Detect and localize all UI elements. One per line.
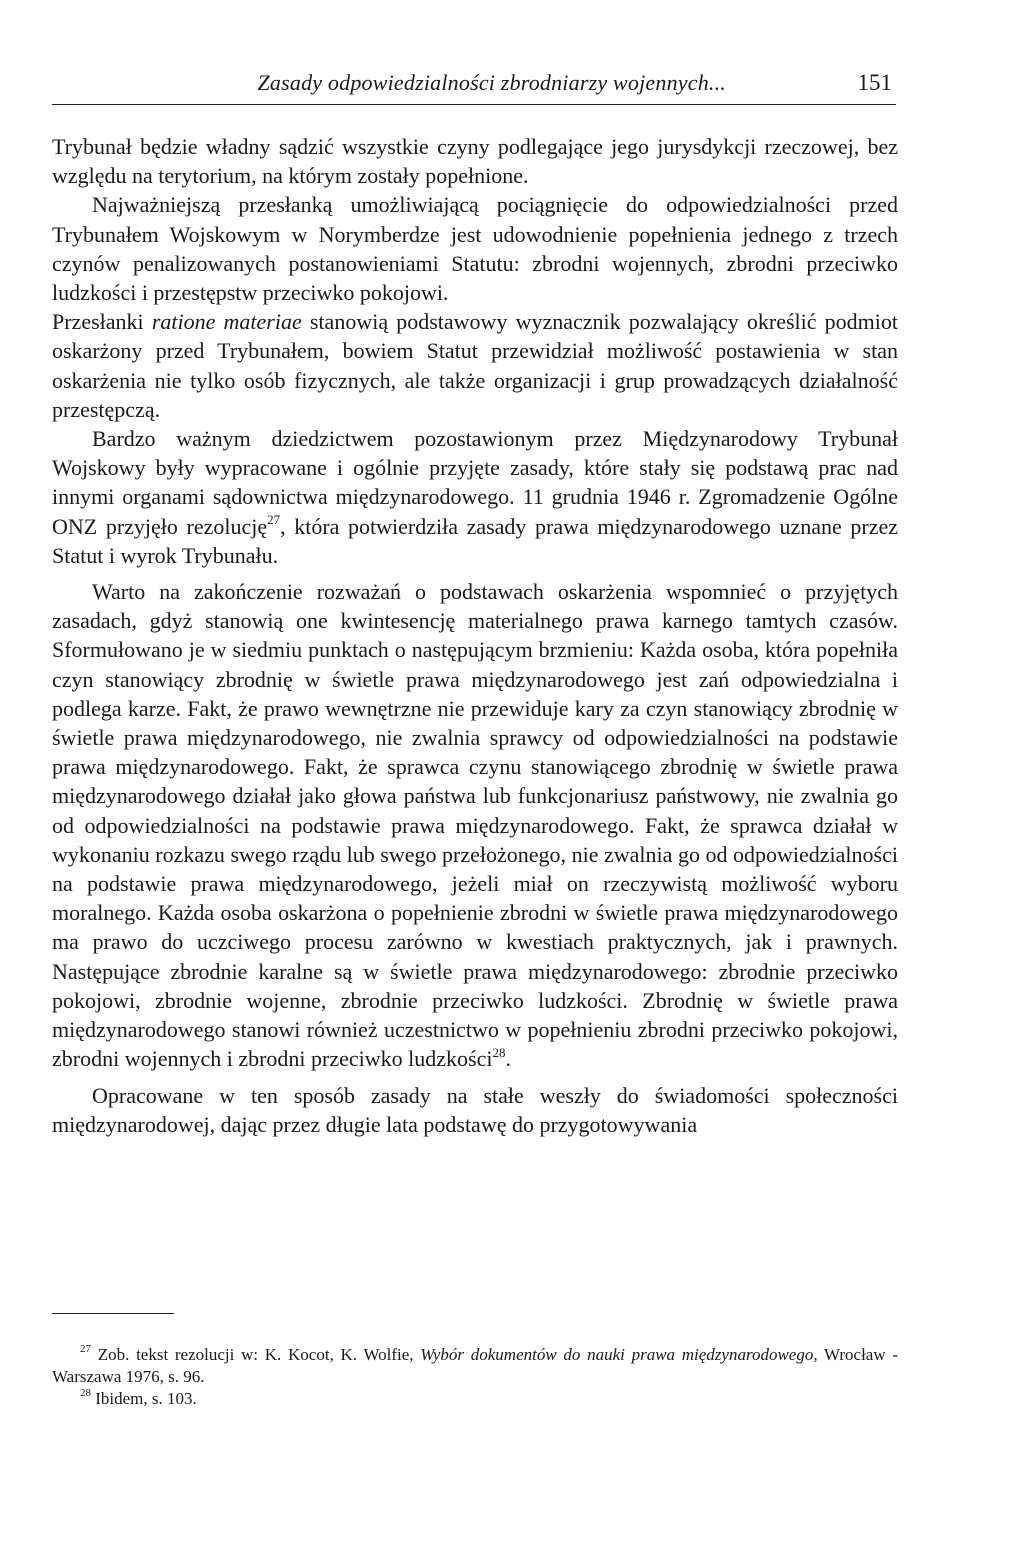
paragraph-1: Trybunał będzie władny sądzić wszystkie czyny podlegające jego jurysdykcji rzeczowej, bez względu na terytorium, na którym zostały popełnione. <box>52 134 898 189</box>
paragraph-4-start: Bardzo ważnym dziedzictwem pozostawionym przez Międzynarodowy Trybunał Wojskowy były wypracowane i ogólnie przyjęte zasady, które stały się podstawą prac nad innymi organami sądownictwa międzynarodowego. 11 grudnia 1946 r. Zgromadzenie Ogólne ONZ przyjęło rezolucję <box>52 426 898 539</box>
footnotes <box>52 1344 898 1410</box>
running-title: Zasady odpowiedzialności zbrodniarzy wojennych... <box>257 70 726 95</box>
paragraph-3 <box>52 307 898 424</box>
footnote-27-title: Wybór dokumentów do nauki prawa międzynarodowego, <box>420 1345 818 1364</box>
paragraph-5-end: . <box>505 1046 511 1072</box>
paragraph-3-rest: stanowią podstawowy wyznacznik pozwalający określić podmiot oskarżony przed Trybunałem, bowiem Statut przewidział możliwość postawienia w stan oskarżenia nie tylko osób fizycznych, ale także organizacji i grup prowadzących działalność przestępczą. <box>52 309 899 422</box>
footnote-28-text: Ibidem, s. 103. <box>95 1389 197 1408</box>
paragraph-5 <box>52 577 898 1073</box>
paragraph-2: Najważniejszą przesłanką umożliwiającą pociągnięcie do odpowiedzialności przed Trybunałem Wojskowym w Norymberdze jest udowodnienie popełnienia jednego z trzech czynów penalizowanych postanowieniami Statutu: zbrodni wojennych, zbrodni przeciwko ludzkości i przestępstw przeciwko pokojowi. <box>52 192 898 306</box>
paragraph-4 <box>52 424 898 570</box>
footnote-27 <box>52 1344 898 1388</box>
footnote-28 <box>52 1388 898 1410</box>
footnote-27-text: Zob. tekst rezolucji w: K. Kocot, K. Wolfie, <box>97 1345 414 1364</box>
footnote-27-rest: Wrocław - Warszawa 1976, s. 96. <box>52 1345 899 1386</box>
paragraph-5-start: Warto na zakończenie rozważań o podstawach oskarżenia wspomnieć o przyjętych zasadach, gdyż stanowią one kwintesencję materialnego prawa karnego tamtych czasów. Sformułowano je w siedmiu punktach o następującym brzmieniu: Każda osoba, która popełniła czyn stanowiący zbrodnię w świetle prawa międzynarodowego jest zań odpowiedzialna i podlega karze. Fakt, że prawo wewnętrzne nie przewiduje kary za czyn stanowiący zbrodnię w świetle prawa międzynarodowego, nie zwalnia sprawcy od odpowiedzialności na podstawie prawa międzynarodowego. Fakt, że sprawca czynu stanowiącego zbrodnię w świetle prawa międzynarodowego działał jako głowa państwa lub funkcjonariusz państwowy, nie zwalnia go od odpowiedzialności na podstawie prawa międzynarodowego. Fakt, że sprawca działał w wykonaniu rozkazu swego rządu lub swego przełożonego, nie zwalnia go od odpowiedzialności na podstawie prawa międzynarodowego, jeżeli miał on rzeczywistą możliwość wyboru moralnego. Każda osoba oskarżona o popełnienie zbrodni w świetle prawa międzynarodowego ma prawo do uczciwego procesu zarówno w kwestiach praktycznych, jak i prawnych. Następujące zbrodnie karalne są w świetle prawa międzynarodowego: zbrodnie przeciwko pokojowi, zbrodnie wojenne, zbrodnie przeciwko ludzkości. Zbrodnię w świetle prawa międzynarodowego stanowi również uczestnictwo w popełnieniu zbrodni przeciwko pokojowi, zbrodni wojennych i zbrodni przeciwko ludzkości <box>52 579 898 1072</box>
body-text <box>52 132 898 1139</box>
paragraph-3-start: Przesłanki <box>52 309 144 335</box>
footnote-ref-27[interactable]: 27 <box>267 512 281 528</box>
paragraph-6: Opracowane w ten sposób zasady na stałe weszły do świadomości społeczności międzynarodowej, dając przez długie lata podstawę do przygotowywania <box>52 1082 898 1137</box>
footnote-mark-27: 27 <box>80 1343 91 1356</box>
footnote-ref-28[interactable]: 28 <box>492 1044 506 1060</box>
paragraph-4-rest: , która potwierdziła zasady prawa międzynarodowego uznane przez Statut i wyrok Trybunału. <box>52 513 898 568</box>
latin-phrase: ratione materiae <box>151 309 302 335</box>
running-header <box>52 68 896 105</box>
footnote-mark-28: 28 <box>80 1387 91 1400</box>
page-number: 151 <box>857 70 892 95</box>
footnote-divider <box>52 1313 174 1314</box>
